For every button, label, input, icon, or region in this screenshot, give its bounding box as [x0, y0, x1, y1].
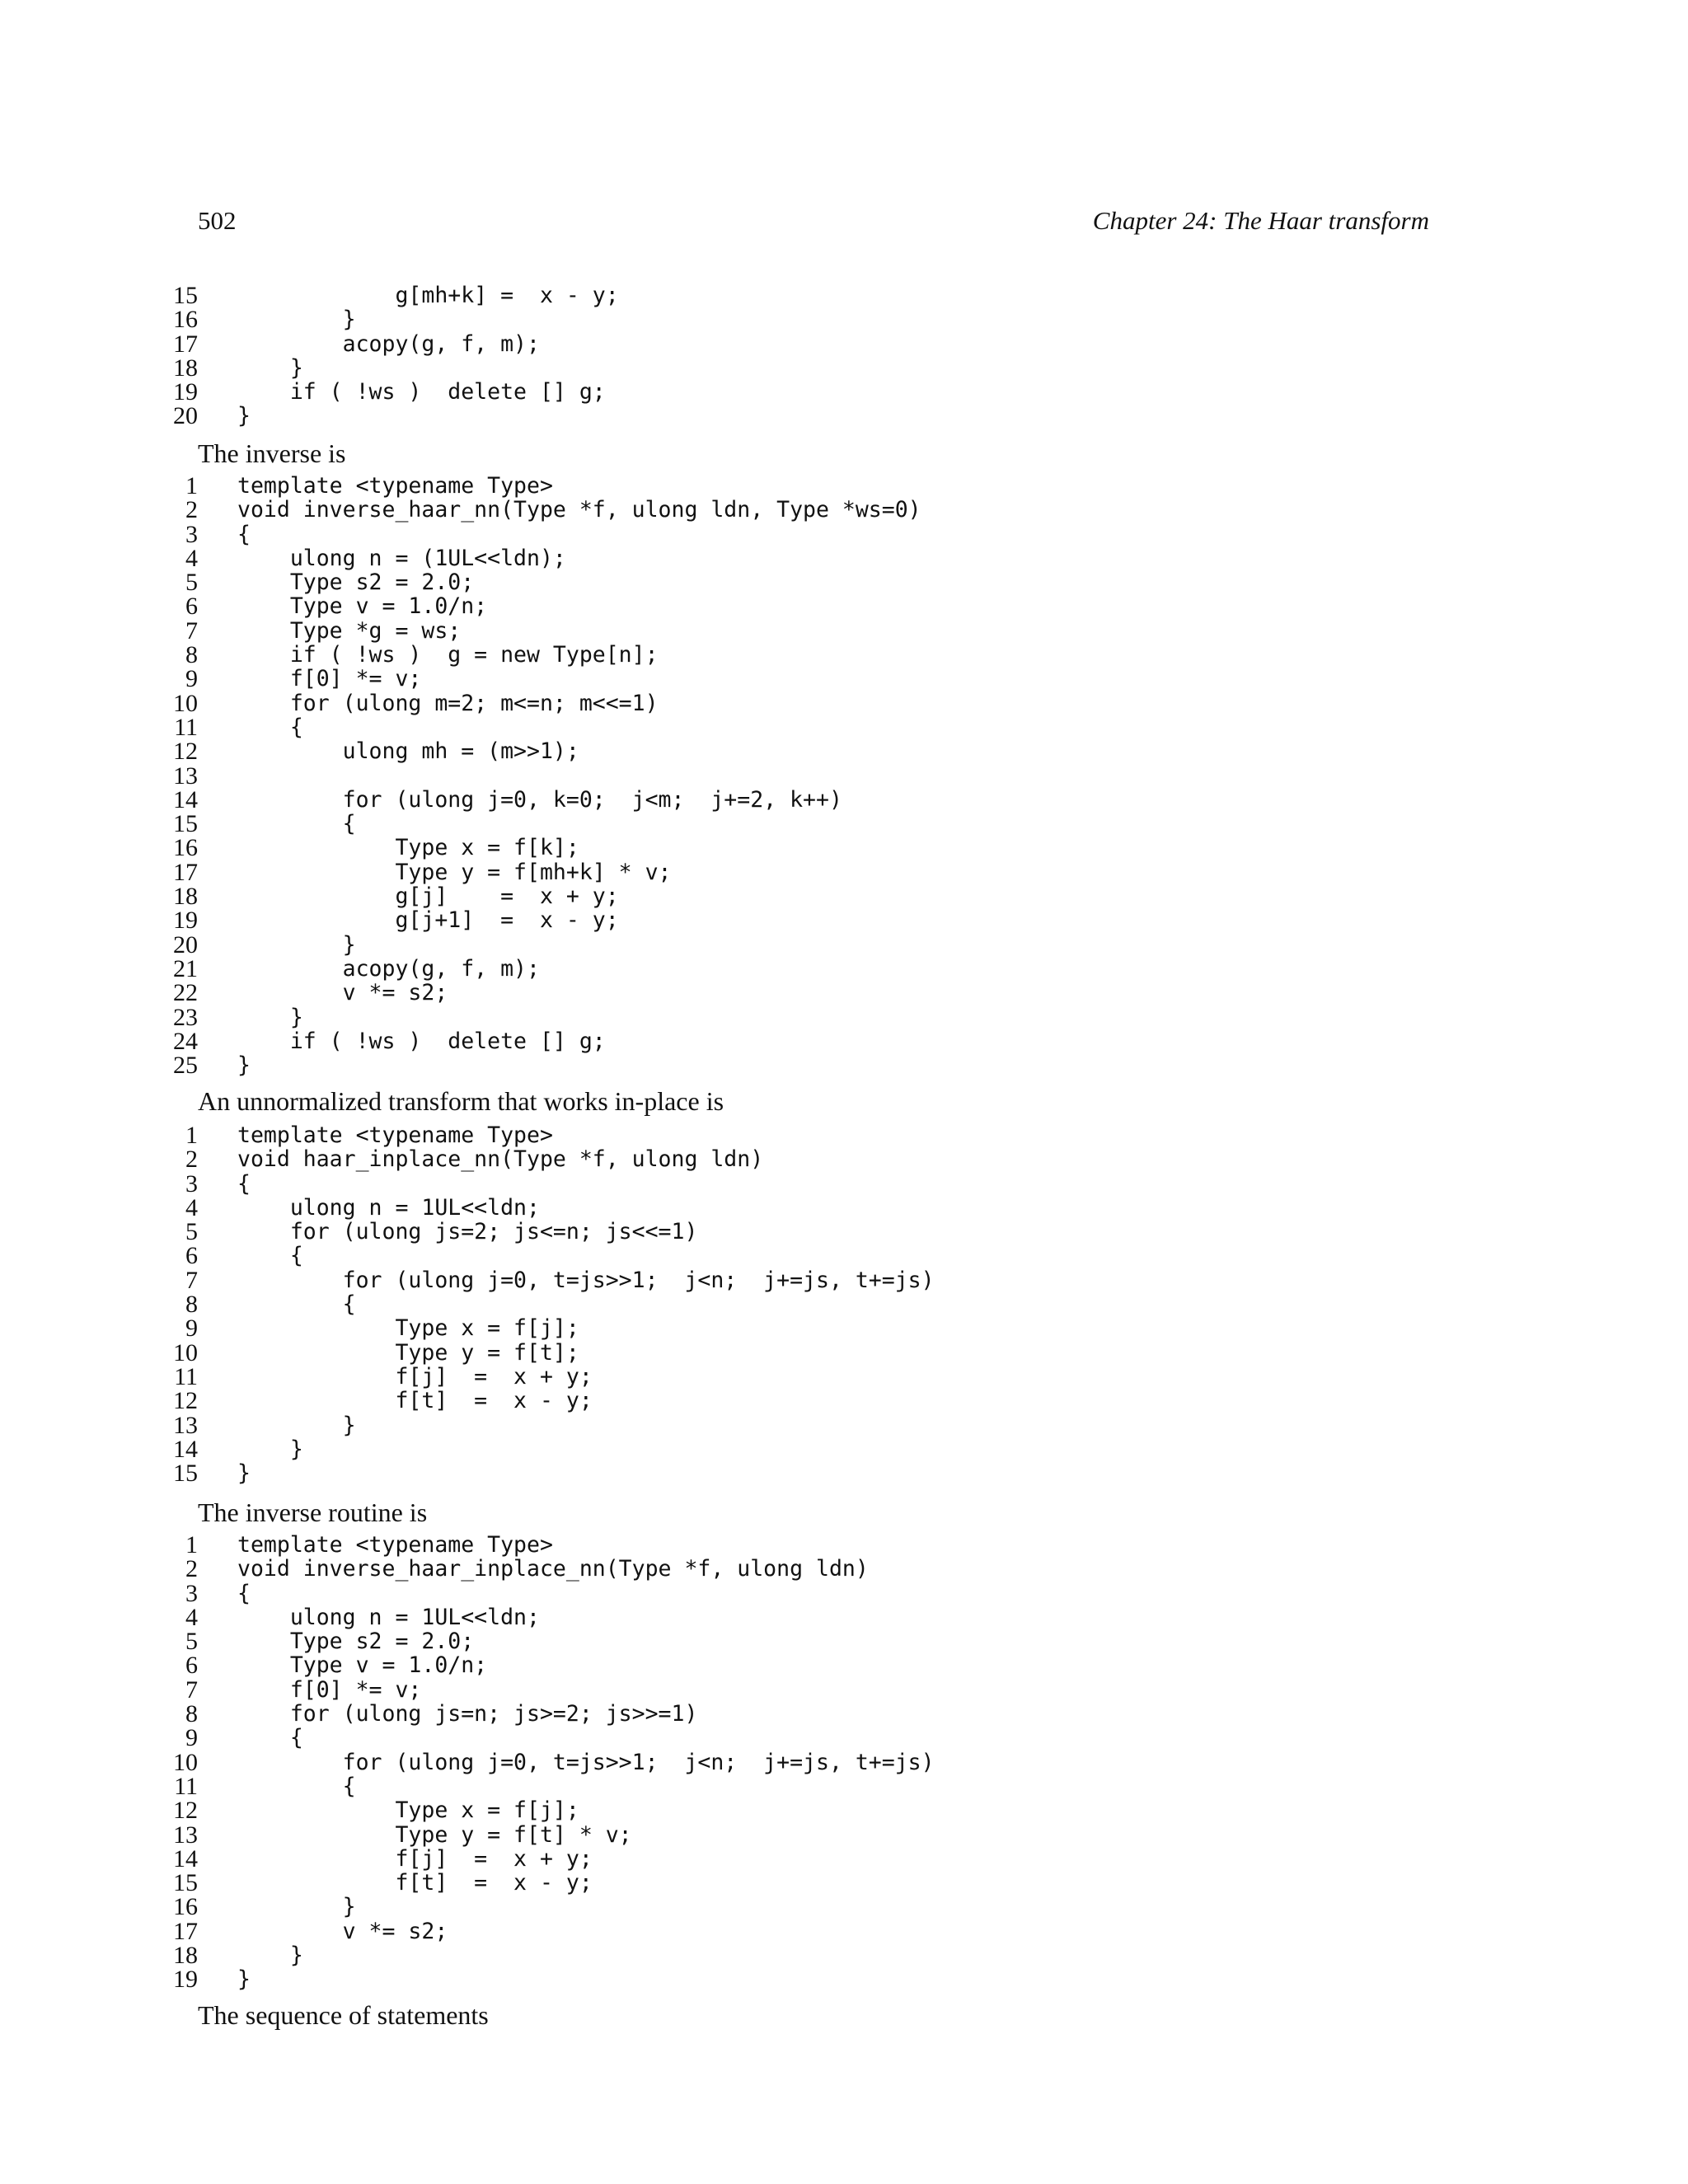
line-number: 20	[173, 930, 198, 958]
code-line	[148, 1338, 935, 1366]
code-line	[148, 1169, 935, 1197]
line-number: 11	[174, 1362, 198, 1390]
code-text: }	[237, 403, 251, 429]
code-line	[148, 1605, 935, 1629]
code-text: f[0] *= v;	[237, 666, 422, 692]
line-number: 17	[173, 858, 198, 886]
code-line	[148, 954, 921, 982]
line-number: 15	[173, 1869, 198, 1897]
code-line	[148, 1005, 921, 1029]
code-text: template <typename Type>	[237, 1532, 553, 1558]
code-line	[148, 404, 619, 428]
line-number: 9	[185, 665, 198, 693]
line-number: 17	[173, 1917, 198, 1945]
code-line	[148, 1844, 935, 1872]
code-text: for (ulong js=2; js<=n; js<<=1)	[237, 1219, 698, 1245]
line-number: 11	[174, 1772, 198, 1800]
code-line	[148, 1797, 935, 1825]
line-number: 7	[185, 1266, 198, 1294]
line-number: 5	[185, 1218, 198, 1246]
code-line	[148, 907, 921, 935]
code-line	[148, 1220, 935, 1244]
code-line	[148, 474, 921, 498]
line-number: 6	[185, 1242, 198, 1270]
line-number: 9	[185, 1724, 198, 1752]
line-number: 9	[185, 1315, 198, 1343]
line-number: 14	[173, 1844, 198, 1872]
code-line	[148, 1052, 921, 1080]
code-text: Type s2 = 2.0;	[237, 569, 475, 596]
line-number: 10	[173, 1338, 198, 1366]
line-number: 4	[185, 1193, 198, 1221]
code-line	[148, 715, 921, 739]
code-line	[148, 1291, 935, 1319]
code-text: }	[237, 1412, 356, 1438]
code-text: {	[237, 1725, 303, 1751]
code-text: {	[237, 1243, 303, 1269]
code-text: void inverse_haar_nn(Type *f, ulong ldn, Type *ws=0)	[237, 497, 921, 523]
line-number: 1	[185, 472, 198, 499]
code-line	[148, 1702, 935, 1726]
page-header	[198, 203, 1429, 239]
code-line	[148, 1966, 935, 1994]
line-number: 8	[185, 641, 198, 669]
code-text: for (ulong j=0, t=js>>1; j<n; j+=js, t+=js)	[237, 1749, 935, 1775]
line-number: 3	[185, 520, 198, 548]
line-number: 16	[173, 306, 198, 334]
line-number: 5	[185, 1628, 198, 1656]
line-number: 13	[173, 1821, 198, 1849]
code-line	[148, 1268, 935, 1292]
code-text: }	[237, 1436, 303, 1462]
line-number: 15	[173, 1460, 198, 1488]
line-number: 14	[173, 1435, 198, 1463]
paragraph-inverse-routine: The inverse routine is	[198, 1497, 428, 1527]
line-number: 15	[173, 282, 198, 309]
line-number: 18	[173, 1942, 198, 1970]
code-text: if ( !ws ) delete [] g;	[237, 379, 606, 405]
line-number: 1	[185, 1122, 198, 1149]
code-text: {	[237, 1170, 251, 1197]
code-line	[148, 691, 921, 715]
code-text: {	[237, 1580, 251, 1606]
line-number: 19	[173, 1966, 198, 1994]
code-line	[148, 836, 921, 860]
line-number: 5	[185, 569, 198, 597]
code-line	[148, 1675, 935, 1704]
line-number: 11	[174, 713, 198, 741]
code-line	[148, 1146, 935, 1174]
code-line	[148, 1628, 935, 1656]
code-listing-haar-inplace-nn	[148, 1122, 935, 1488]
code-text: for (ulong j=0, k=0; j<m; j+=2, k++)	[237, 786, 842, 813]
code-line	[148, 1895, 935, 1919]
code-line	[148, 1774, 935, 1798]
code-line	[148, 380, 619, 404]
line-number: 12	[173, 1797, 198, 1825]
code-line	[148, 616, 921, 644]
line-number: 18	[173, 354, 198, 382]
code-line	[148, 643, 921, 667]
code-line	[148, 498, 921, 522]
code-text: }	[237, 1966, 251, 1993]
line-number: 19	[173, 378, 198, 406]
code-line	[148, 812, 921, 836]
code-text: }	[237, 1004, 303, 1030]
code-line	[148, 332, 619, 356]
code-text: f[t] = x - y;	[237, 1388, 593, 1414]
code-line	[148, 1919, 935, 1943]
code-text: Type x = f[k];	[237, 835, 579, 861]
code-listing-inverse-haar-inplace-nn	[148, 1533, 935, 1992]
line-number: 21	[173, 954, 198, 982]
code-text: {	[237, 811, 356, 837]
line-number: 16	[173, 1893, 198, 1921]
code-text: }	[237, 1943, 303, 1969]
code-text: acopy(g, f, m);	[237, 955, 540, 982]
code-listing-inverse-haar-nn	[148, 472, 921, 1080]
line-number: 4	[185, 544, 198, 572]
code-text: Type v = 1.0/n;	[237, 1652, 488, 1679]
code-line	[148, 667, 921, 691]
code-line	[148, 1315, 935, 1343]
code-text: Type *g = ws;	[237, 617, 462, 644]
code-line	[148, 1750, 935, 1774]
code-text: {	[237, 1773, 356, 1799]
line-number: 10	[173, 1748, 198, 1776]
code-line	[148, 306, 619, 334]
code-text: }	[237, 1460, 251, 1487]
code-text: for (ulong m=2; m<=n; m<<=1)	[237, 690, 659, 716]
code-text: Type v = 1.0/n;	[237, 593, 488, 620]
paragraph-inverse: The inverse is	[198, 438, 346, 468]
code-line	[148, 520, 921, 548]
code-text: v *= s2;	[237, 1918, 448, 1944]
line-number: 15	[173, 810, 198, 838]
code-line	[148, 1533, 935, 1557]
code-line	[148, 1823, 935, 1847]
code-text: g[j] = x + y;	[237, 883, 619, 910]
code-text: {	[237, 521, 251, 547]
code-text: g[j+1] = x - y;	[237, 907, 619, 934]
code-line	[148, 738, 921, 766]
code-text: Type y = f[t] * v;	[237, 1821, 632, 1848]
line-number: 6	[185, 593, 198, 621]
line-number: 16	[173, 834, 198, 862]
code-line	[148, 1557, 935, 1581]
code-text: Type s2 = 2.0;	[237, 1629, 475, 1655]
line-number: 3	[185, 1169, 198, 1197]
line-number: 7	[185, 1675, 198, 1704]
line-number: 3	[185, 1579, 198, 1607]
line-number: 20	[173, 402, 198, 430]
line-number: 12	[173, 738, 198, 766]
code-text: }	[237, 354, 303, 381]
code-line	[148, 981, 921, 1005]
code-text: }	[237, 1894, 356, 1920]
code-text: for (ulong j=0, t=js>>1; j<n; j+=js, t+=js)	[237, 1267, 935, 1293]
code-line	[148, 764, 921, 788]
line-number: 23	[173, 1003, 198, 1031]
line-number: 7	[185, 616, 198, 644]
code-text: Type y = f[t];	[237, 1339, 579, 1366]
running-head: Chapter 24: The Haar transform	[1092, 206, 1429, 235]
code-line	[148, 284, 619, 307]
code-listing-haar-nn-tail	[148, 284, 619, 429]
code-text: template <typename Type>	[237, 473, 553, 499]
line-number: 8	[185, 1291, 198, 1319]
code-text: ulong mh = (m>>1);	[237, 738, 579, 765]
code-text: void inverse_haar_inplace_nn(Type *f, ulong ldn)	[237, 1556, 869, 1582]
code-text: }	[237, 307, 356, 333]
line-number: 13	[173, 762, 198, 790]
code-text: f[j] = x + y;	[237, 1845, 593, 1872]
code-line	[148, 569, 921, 597]
line-number: 25	[173, 1052, 198, 1080]
code-text: void haar_inplace_nn(Type *f, ulong ldn)	[237, 1146, 764, 1173]
code-text: ulong n = 1UL<<ldn;	[237, 1604, 540, 1630]
code-line	[148, 1942, 935, 1970]
line-number: 8	[185, 1700, 198, 1728]
code-line	[148, 1123, 935, 1147]
line-number: 1	[185, 1531, 198, 1558]
line-number: 19	[173, 907, 198, 935]
code-text: f[j] = x + y;	[237, 1363, 593, 1390]
line-number: 2	[185, 1555, 198, 1583]
line-number: 17	[173, 330, 198, 358]
line-number: 6	[185, 1652, 198, 1680]
code-line	[148, 1726, 935, 1750]
code-text: g[mh+k] = x - y;	[237, 283, 619, 308]
code-line	[148, 1029, 921, 1053]
line-number: 4	[185, 1603, 198, 1631]
code-text: for (ulong js=n; js>=2; js>>=1)	[237, 1701, 698, 1727]
line-number: 12	[173, 1387, 198, 1415]
code-text: }	[237, 931, 356, 958]
code-text: Type x = f[j];	[237, 1797, 579, 1824]
code-text: Type x = f[j];	[237, 1315, 579, 1342]
code-line	[148, 1244, 935, 1268]
code-line	[148, 1193, 935, 1221]
code-text: template <typename Type>	[237, 1122, 553, 1148]
code-line	[148, 1579, 935, 1607]
code-text: acopy(g, f, m);	[237, 330, 540, 357]
line-number: 24	[173, 1027, 198, 1055]
code-line	[148, 1652, 935, 1680]
line-number: 10	[173, 689, 198, 717]
line-number: 2	[185, 496, 198, 524]
code-line	[148, 546, 921, 570]
code-line	[148, 930, 921, 958]
code-line	[148, 883, 921, 911]
code-text: Type y = f[mh+k] * v;	[237, 859, 672, 885]
paragraph-sequence: The sequence of statements	[198, 2000, 489, 2030]
code-text: {	[237, 714, 303, 740]
code-line	[148, 1437, 935, 1461]
code-line	[148, 785, 921, 813]
code-line	[148, 593, 921, 621]
code-line	[148, 1413, 935, 1437]
code-text: ulong n = (1UL<<ldn);	[237, 545, 566, 571]
code-line	[148, 356, 619, 380]
code-text: if ( !ws ) delete [] g;	[237, 1028, 606, 1054]
code-text: f[t] = x - y;	[237, 1870, 593, 1896]
code-text: if ( !ws ) g = new Type[n];	[237, 642, 659, 668]
line-number: 22	[173, 979, 198, 1007]
code-line	[148, 1871, 935, 1895]
line-number: 14	[173, 785, 198, 813]
code-line	[148, 1460, 935, 1488]
line-number: 13	[173, 1411, 198, 1439]
code-text: }	[237, 1052, 251, 1079]
code-text: {	[237, 1291, 356, 1318]
code-text: f[0] *= v;	[237, 1676, 422, 1703]
line-number: 2	[185, 1146, 198, 1174]
line-number: 18	[173, 883, 198, 911]
paragraph-inplace-intro: An unnormalized transform that works in-place is	[198, 1086, 724, 1116]
code-line	[148, 1389, 935, 1413]
code-line	[148, 1362, 935, 1390]
code-text: v *= s2;	[237, 980, 448, 1006]
code-text: ulong n = 1UL<<ldn;	[237, 1194, 540, 1221]
code-line	[148, 860, 921, 884]
page-number: 502	[198, 206, 237, 235]
